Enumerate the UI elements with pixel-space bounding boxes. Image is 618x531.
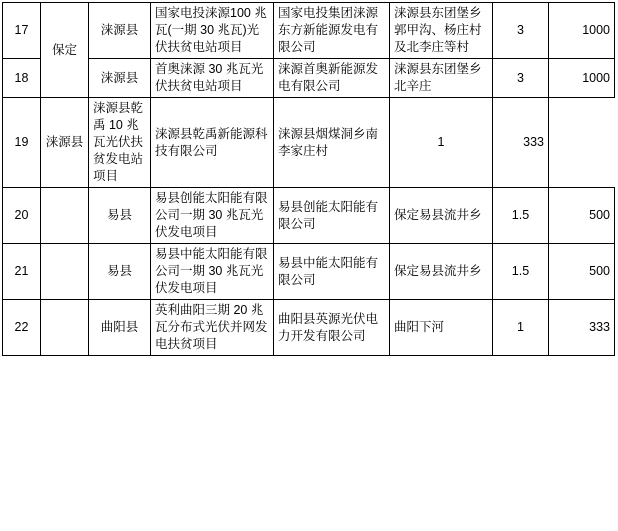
table-row xyxy=(3,98,615,188)
capacity-text: 1 xyxy=(437,135,445,149)
row-index-cell xyxy=(3,3,41,59)
project-name-text: 国家电投涞源100 兆瓦(一期 30 兆瓦)光伏扶贫电站项目 xyxy=(155,6,267,54)
row-index-text: 17 xyxy=(14,23,29,37)
scale-text: 1000 xyxy=(582,23,610,37)
project-name-cell xyxy=(151,188,274,244)
location-text: 曲阳下河 xyxy=(394,320,445,334)
row-index-text: 18 xyxy=(14,70,29,85)
location-cell xyxy=(390,3,493,59)
county-text: 曲阳县 xyxy=(100,320,139,334)
company-text: 易县创能太阳能有限公司 xyxy=(278,199,379,231)
location-text: 保定易县流井乡 xyxy=(394,264,482,278)
location-cell xyxy=(390,300,493,356)
row-index-cell xyxy=(3,98,41,188)
table-body xyxy=(3,3,615,356)
scale-text: 333 xyxy=(589,320,610,334)
company-text: 涞源首奥新能源发电有限公司 xyxy=(278,62,379,93)
table-row xyxy=(3,59,615,98)
capacity-text: 1 xyxy=(517,320,524,334)
project-name-text: 涞源县乾禹 10 兆瓦光伏扶贫发电站项目 xyxy=(93,101,144,183)
project-name-text: 英利曲阳三期 20 兆瓦分布式光伏并网发电扶贫项目 xyxy=(155,303,268,351)
location-text: 涞源县烟煤洞乡南李家庄村 xyxy=(278,126,379,158)
county-cell xyxy=(89,59,151,98)
capacity-text: 3 xyxy=(517,23,524,37)
company-text: 国家电投集团涞源东方新能源发电有限公司 xyxy=(278,6,379,54)
county-cell xyxy=(89,244,151,300)
county-text: 易县 xyxy=(106,264,132,278)
company-cell xyxy=(274,300,390,356)
project-name-text: 易县创能太阳能有限公司一期 30 兆瓦光伏发电项目 xyxy=(155,191,268,239)
project-name-cell xyxy=(151,300,274,356)
location-cell xyxy=(390,59,493,98)
region-cell xyxy=(41,244,89,300)
capacity-cell xyxy=(493,3,549,59)
location-cell xyxy=(390,188,493,244)
row-index-cell xyxy=(3,244,41,300)
scale-cell xyxy=(549,244,615,300)
table-row xyxy=(3,300,615,356)
location-text: 涞源县东团堡乡北辛庄 xyxy=(394,62,482,93)
company-cell xyxy=(151,98,274,188)
capacity-text: 3 xyxy=(517,70,524,85)
company-text: 易县中能太阳能有限公司 xyxy=(278,255,379,287)
scale-cell xyxy=(493,98,549,188)
row-index-cell xyxy=(3,300,41,356)
scale-cell xyxy=(549,3,615,59)
row-index-text: 22 xyxy=(14,320,29,334)
capacity-cell xyxy=(390,98,493,188)
location-cell xyxy=(390,244,493,300)
scale-text: 333 xyxy=(523,135,544,149)
company-cell xyxy=(274,244,390,300)
project-name-cell xyxy=(151,59,274,98)
capacity-cell xyxy=(493,59,549,98)
county-cell xyxy=(89,300,151,356)
region-cell xyxy=(41,3,89,98)
scale-text: 500 xyxy=(589,208,610,222)
row-index-cell xyxy=(3,59,41,98)
county-text: 易县 xyxy=(106,208,132,222)
project-name-text: 易县中能太阳能有限公司一期 30 兆瓦光伏发电项目 xyxy=(155,247,268,295)
company-cell xyxy=(274,188,390,244)
region-cell xyxy=(41,300,89,356)
scale-cell xyxy=(549,59,615,98)
company-cell xyxy=(274,3,390,59)
row-index-cell xyxy=(3,188,41,244)
county-cell xyxy=(89,3,151,59)
project-name-cell xyxy=(151,3,274,59)
capacity-text: 1.5 xyxy=(511,208,530,222)
project-name-text: 首奥涞源 30 兆瓦光伏扶贫电站项目 xyxy=(155,62,264,93)
row-index-text: 19 xyxy=(14,135,29,149)
county-text: 涞源县 xyxy=(100,23,139,37)
scale-cell xyxy=(549,188,615,244)
scale-text: 500 xyxy=(589,264,610,278)
spreadsheet-table-view xyxy=(0,2,618,531)
project-name-cell xyxy=(89,98,151,188)
capacity-cell xyxy=(493,300,549,356)
scale-text: 1000 xyxy=(582,70,610,85)
capacity-text: 1.5 xyxy=(511,264,530,278)
table-row xyxy=(3,244,615,300)
company-text: 涞源县乾禹新能源科技有限公司 xyxy=(155,126,268,158)
project-name-cell xyxy=(151,244,274,300)
county-text: 涞源县 xyxy=(100,70,139,85)
table-row xyxy=(3,188,615,244)
company-text: 曲阳县英源光伏电力开发有限公司 xyxy=(278,311,379,343)
row-index-text: 21 xyxy=(14,264,29,278)
region-cell xyxy=(41,188,89,244)
company-cell xyxy=(274,59,390,98)
capacity-cell xyxy=(493,244,549,300)
location-text: 涞源县东团堡乡郭甲沟、杨庄村及北李庄等村 xyxy=(394,6,482,54)
location-text: 保定易县流井乡 xyxy=(394,208,482,222)
scale-cell xyxy=(549,300,615,356)
capacity-cell xyxy=(493,188,549,244)
location-cell xyxy=(274,98,390,188)
county-cell xyxy=(41,98,89,188)
project-list-table xyxy=(2,2,615,356)
region-text: 保定 xyxy=(51,42,77,57)
row-index-text: 20 xyxy=(14,208,29,222)
county-text: 涞源县 xyxy=(45,135,84,149)
county-cell xyxy=(89,188,151,244)
